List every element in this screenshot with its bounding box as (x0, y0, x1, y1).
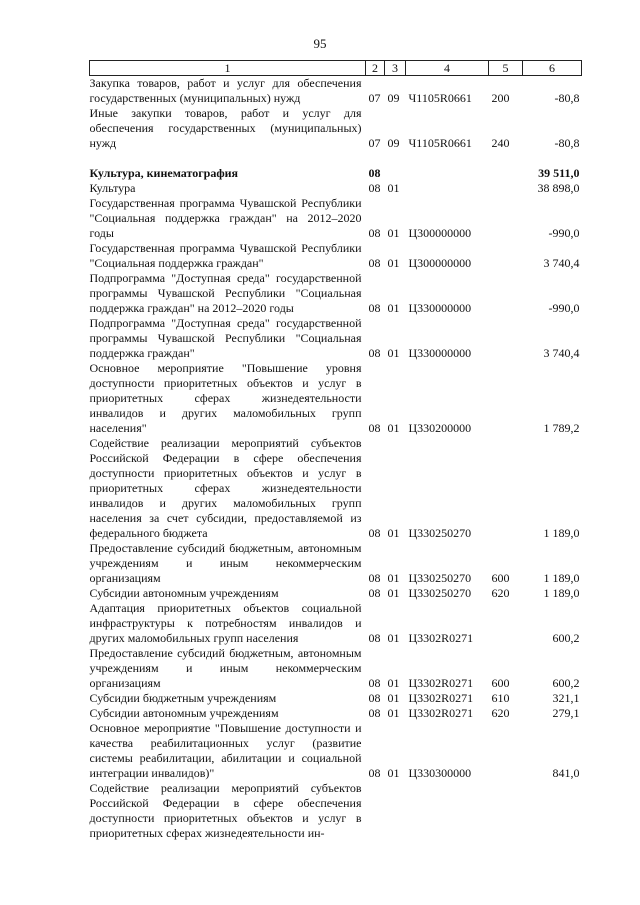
row-subsection: 01 (387, 586, 400, 600)
row-section: 08 (368, 226, 381, 240)
table-row (90, 271, 582, 316)
row-amount: -80,8 (554, 136, 580, 150)
table-row (90, 721, 582, 781)
row-expense-type (489, 181, 523, 196)
row-expense-type: 200 (491, 91, 510, 105)
row-section: 08 (368, 676, 381, 690)
column-header-name: 1 (90, 61, 366, 76)
row-subsection: 01 (387, 301, 400, 315)
row-amount: 1 789,2 (543, 421, 580, 435)
row-target-article: Ц330000000 (408, 301, 472, 315)
row-section: 08 (368, 166, 381, 180)
row-name: Иные закупки товаров, работ и услуг для обеспечения государственных (муниципальных) нужд (89, 106, 362, 150)
row-target-article (406, 151, 489, 181)
row-section: 08 (368, 526, 381, 540)
table-row (90, 241, 582, 271)
row-expense-type (489, 196, 523, 241)
row-expense-type: 240 (491, 136, 510, 150)
row-expense-type: 600 (491, 676, 510, 690)
row-target-article: Ц330200000 (408, 421, 472, 435)
table-row (90, 706, 582, 721)
row-section: 08 (368, 586, 381, 600)
row-name: Основное мероприятие "Повышение доступности и качества реабилитационных услуг (развитие системы реабилитации, абилитации и социальной интеграции инвалидов)" (89, 721, 362, 780)
row-section: 08 (368, 256, 381, 270)
row-section: 07 (368, 136, 381, 150)
row-subsection: 01 (387, 691, 400, 705)
row-name: Подпрограмма "Доступная среда" государственной программы Чувашской Республики "Социальная поддержка граждан" (89, 316, 362, 360)
row-expense-type (489, 436, 523, 541)
row-name: Предоставление субсидий бюджетным, автономным учреждениям и иным некоммерческим организациям (89, 541, 362, 585)
table-row (90, 781, 582, 841)
row-section (366, 781, 385, 841)
row-section: 08 (368, 631, 381, 645)
row-expense-type: 620 (491, 586, 510, 600)
row-name: Государственная программа Чувашской Республики "Социальная поддержка граждан" (89, 241, 362, 270)
row-subsection: 01 (387, 526, 400, 540)
row-target-article: Ц300000000 (408, 226, 472, 240)
column-header-sum: 6 (523, 61, 582, 76)
row-subsection (385, 151, 406, 181)
row-amount: 1 189,0 (543, 586, 580, 600)
row-target-article (406, 181, 489, 196)
row-amount: -80,8 (554, 91, 580, 105)
row-expense-type (489, 601, 523, 646)
row-name: Субсидии бюджетным учреждениям (89, 691, 277, 705)
table-row (90, 541, 582, 586)
row-section: 07 (368, 91, 381, 105)
column-header-pr: 3 (385, 61, 406, 76)
row-amount: 39 511,0 (538, 166, 580, 180)
row-subsection: 01 (387, 256, 400, 270)
table-row (90, 181, 582, 196)
table-row (90, 76, 582, 107)
row-expense-type (489, 361, 523, 436)
row-expense-type (489, 241, 523, 271)
row-target-article: Ц330250270 (408, 526, 472, 540)
row-subsection (385, 781, 406, 841)
table-row (90, 196, 582, 241)
table-body (90, 76, 582, 842)
table-header (90, 61, 582, 76)
row-target-article: Ц3302R0271 (408, 706, 474, 720)
row-target-article: Ц300000000 (408, 256, 472, 270)
row-amount: 38 898,0 (537, 181, 580, 195)
row-target-article: Ц3302R0271 (408, 691, 474, 705)
row-name: Субсидии автономным учреждениям (89, 586, 279, 600)
row-name: Содействие реализации мероприятий субъектов Российской Федерации в сфере обеспечения доступности приоритетных объектов и услуг в приоритетных сферах жизнедеятельности ин- (89, 781, 362, 840)
row-section: 08 (368, 301, 381, 315)
row-expense-type (489, 316, 523, 361)
row-expense-type (489, 271, 523, 316)
row-target-article: Ц330000000 (408, 346, 472, 360)
row-target-article: Ц3302R0271 (408, 676, 474, 690)
row-section: 08 (368, 766, 381, 780)
budget-table (89, 60, 582, 841)
row-subsection: 01 (387, 631, 400, 645)
row-subsection: 01 (387, 706, 400, 720)
row-target-article: Ч1105R0661 (408, 91, 472, 105)
table-row (90, 586, 582, 601)
row-amount: 321,1 (552, 691, 580, 705)
row-amount: 1 189,0 (543, 571, 580, 585)
row-amount: 3 740,4 (543, 256, 580, 270)
row-amount: 1 189,0 (543, 526, 580, 540)
row-section: 08 (368, 346, 381, 360)
row-amount (523, 781, 582, 841)
column-header-csr: 4 (406, 61, 489, 76)
row-expense-type: 620 (491, 706, 510, 720)
row-target-article: Ч1105R0661 (408, 136, 472, 150)
row-expense-type (489, 781, 523, 841)
row-target-article: Ц3302R0271 (408, 631, 474, 645)
row-expense-type: 600 (491, 571, 510, 585)
row-name: Субсидии автономным учреждениям (89, 706, 279, 720)
table-row (90, 691, 582, 706)
row-amount: 3 740,4 (543, 346, 580, 360)
row-expense-type: 610 (491, 691, 510, 705)
column-header-vr: 5 (489, 61, 523, 76)
column-header-rz: 2 (366, 61, 385, 76)
row-name: Подпрограмма "Доступная среда" государственной программы Чувашской Республики "Социальная поддержка граждан" на 2012–2020 годы (89, 271, 362, 315)
row-section: 08 (368, 571, 381, 585)
page-number: 95 (313, 36, 327, 51)
table-row (90, 436, 582, 541)
row-name: Культура (89, 181, 136, 195)
row-amount: 841,0 (552, 766, 580, 780)
row-amount: -990,0 (548, 301, 580, 315)
row-name: Государственная программа Чувашской Республики "Социальная поддержка граждан" на 2012–2020 годы (89, 196, 362, 240)
row-name: Адаптация приоритетных объектов социальной инфраструктуры к потребностям инвалидов и других маломобильных групп населения (89, 601, 362, 645)
row-amount: 600,2 (552, 676, 580, 690)
row-target-article: Ц330250270 (408, 571, 472, 585)
row-name: Культура, кинематография (89, 166, 239, 180)
row-subsection: 01 (387, 181, 400, 195)
row-section: 08 (368, 421, 381, 435)
row-subsection: 01 (387, 766, 400, 780)
row-target-article: Ц330300000 (408, 766, 472, 780)
table-row (90, 361, 582, 436)
row-subsection: 01 (387, 571, 400, 585)
row-section: 08 (368, 706, 381, 720)
row-name: Содействие реализации мероприятий субъектов Российской Федерации в сфере обеспечения доступности приоритетных объектов и услуг в приоритетных сферах жизнедеятельности инвалидов и других маломобильных групп населения за счет субсидии, предоставляемой из федерального бюджета (89, 436, 362, 540)
table-row (90, 601, 582, 646)
row-target-article (406, 781, 489, 841)
table-row (90, 151, 582, 181)
row-subsection: 01 (387, 676, 400, 690)
row-name: Основное мероприятие "Повышение уровня доступности приоритетных объектов и услуг в приоритетных сферах жизнедеятельности инвалидов и других маломобильных групп населения" (89, 361, 362, 435)
row-amount: 279,1 (552, 706, 580, 720)
row-subsection: 09 (387, 91, 400, 105)
row-name: Предоставление субсидий бюджетным, автономным учреждениям и иным некоммерческим организациям (89, 646, 362, 690)
row-subsection: 01 (387, 346, 400, 360)
row-subsection: 01 (387, 226, 400, 240)
row-target-article: Ц330250270 (408, 586, 472, 600)
table-row (90, 106, 582, 151)
row-expense-type (489, 151, 523, 181)
row-amount: -990,0 (548, 226, 580, 240)
row-name: Закупка товаров, работ и услуг для обеспечения государственных (муниципальных) нужд (89, 76, 362, 105)
row-section: 08 (368, 691, 381, 705)
row-section: 08 (368, 181, 381, 195)
table-row (90, 316, 582, 361)
row-amount: 600,2 (552, 631, 580, 645)
row-expense-type (489, 721, 523, 781)
table-row (90, 646, 582, 691)
row-subsection: 01 (387, 421, 400, 435)
row-subsection: 09 (387, 136, 400, 150)
